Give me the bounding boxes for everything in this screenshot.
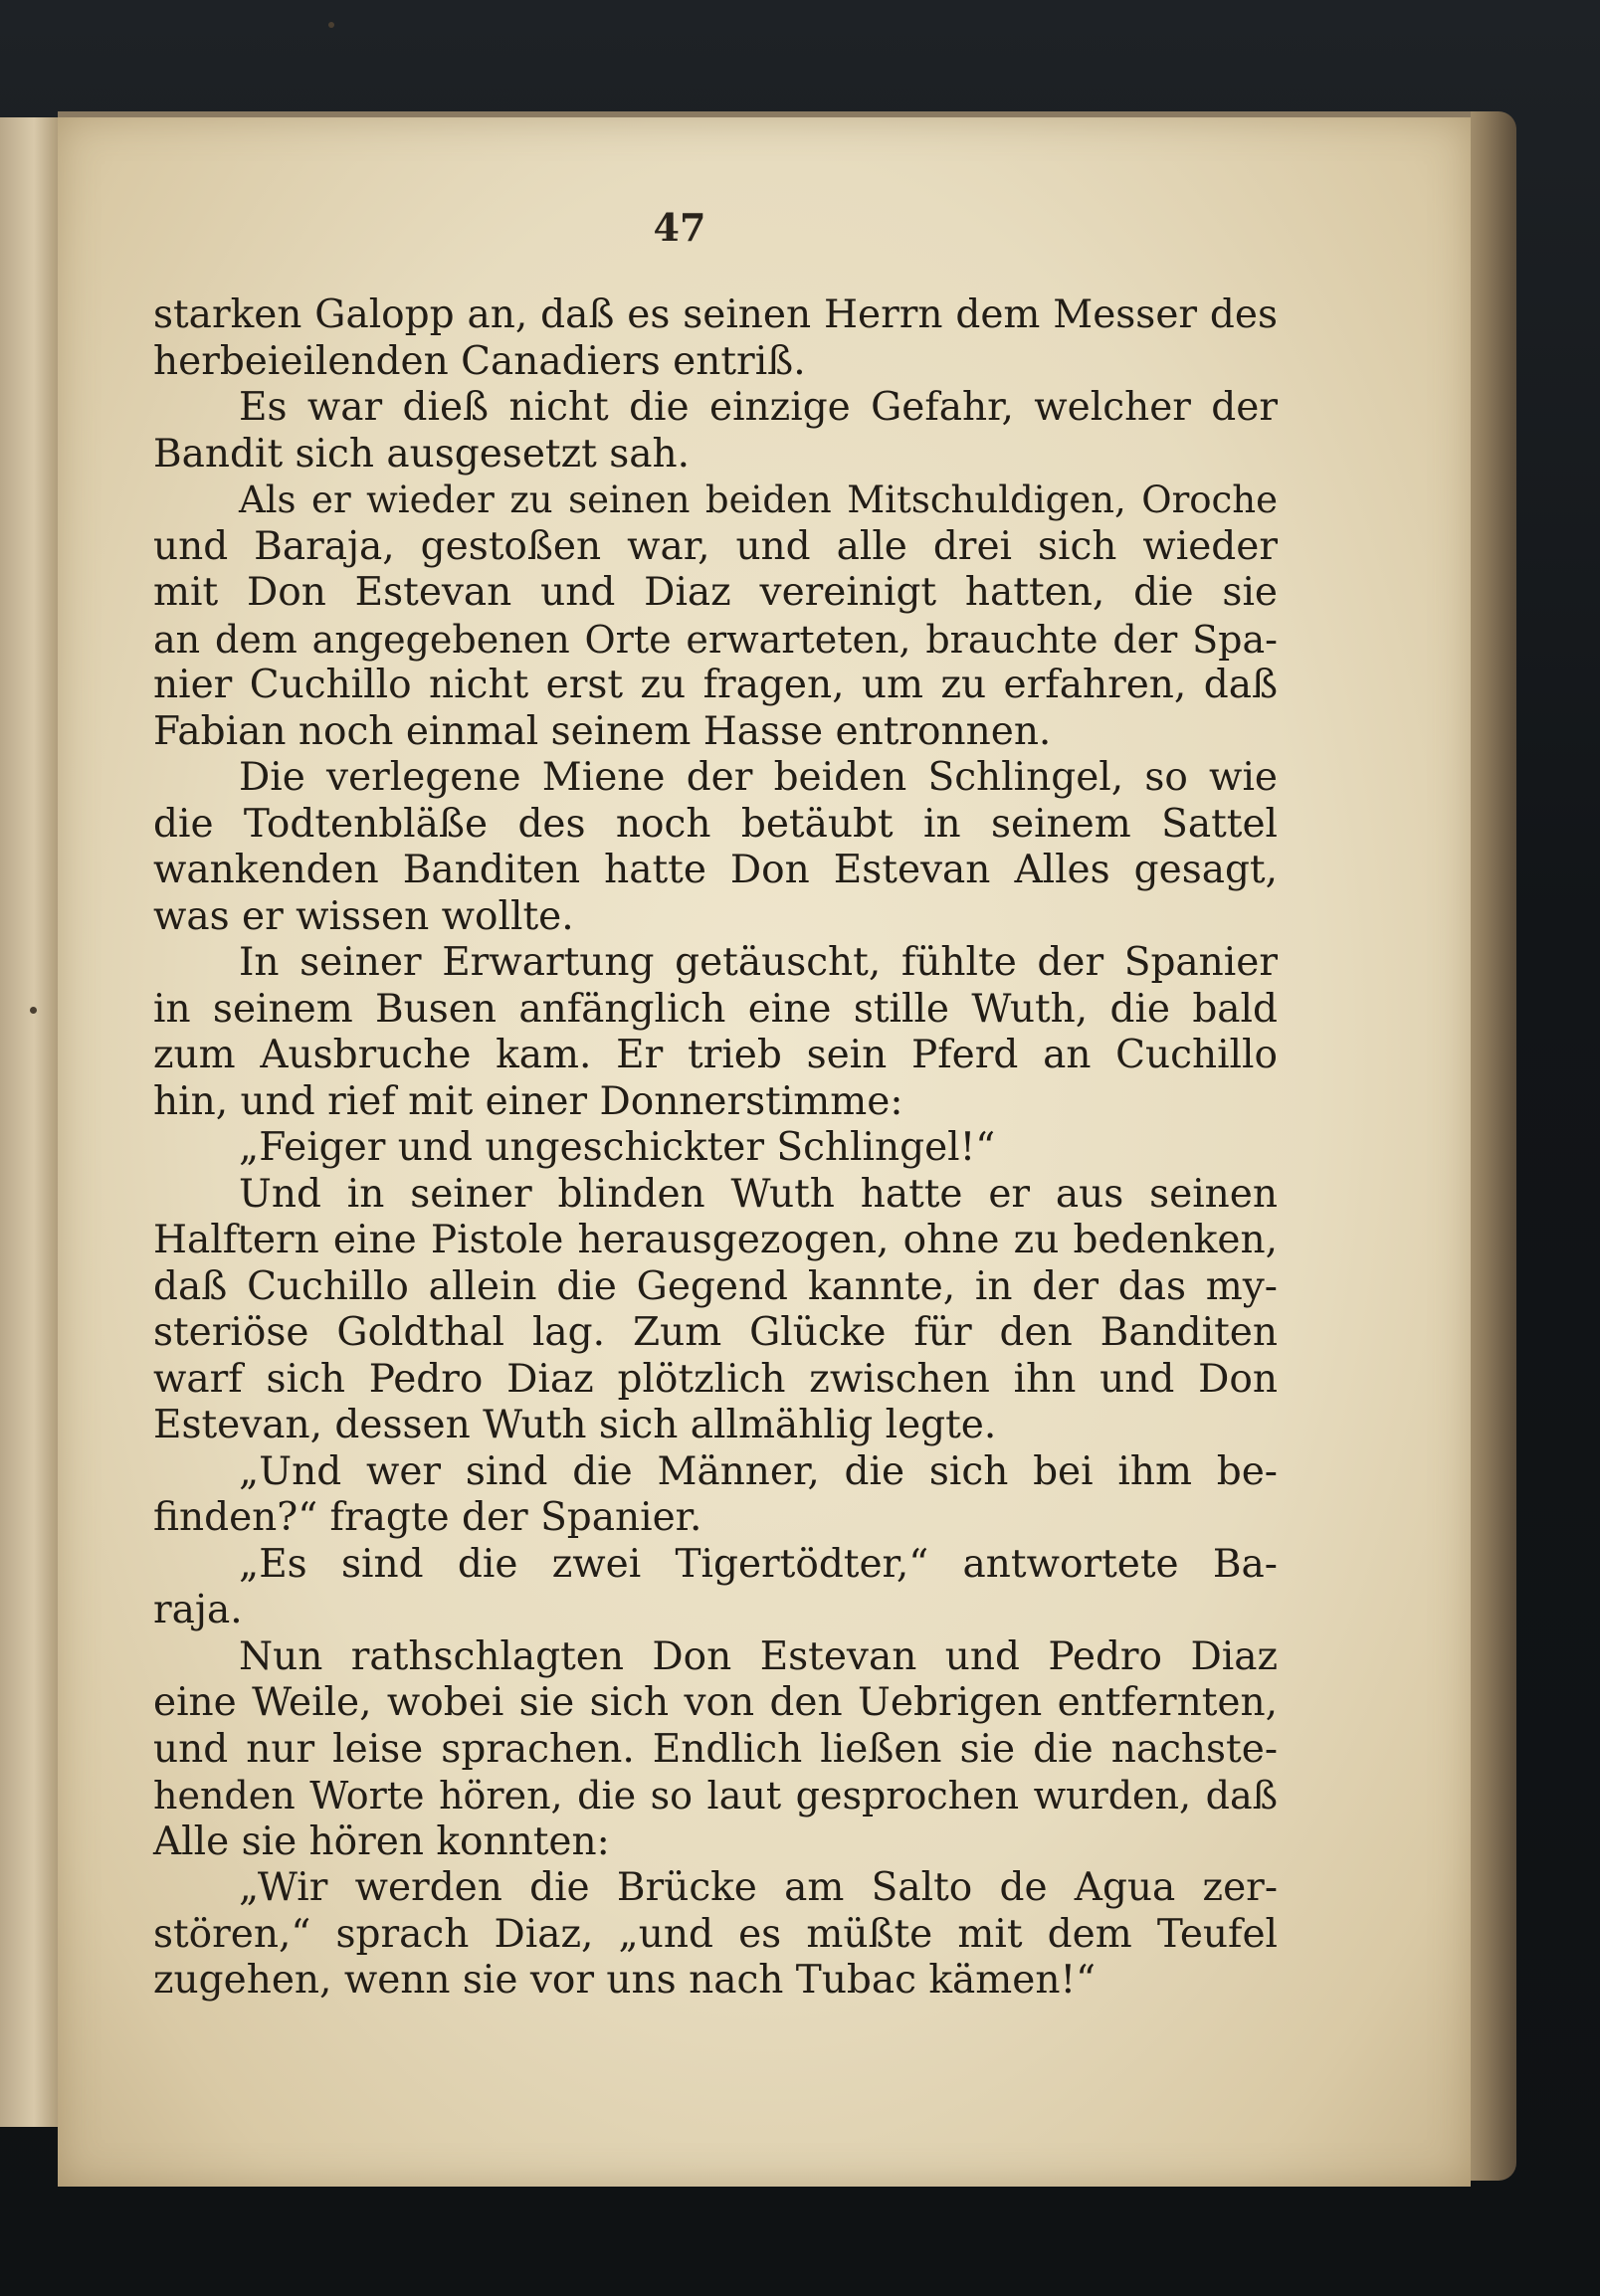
text-line: nier Cuchillo nicht erst zu fragen, um zu erfahren, daß xyxy=(153,663,1278,707)
text-line: herbeieilenden Canadiers entriß. xyxy=(153,338,806,384)
body-text xyxy=(153,292,1278,2005)
page-number: 47 xyxy=(653,205,706,250)
text-line: hin, und rief mit einer Donnerstimme: xyxy=(153,1078,903,1124)
text-line: starken Galopp an, daß es seinen Herrn dem Messer des xyxy=(153,292,1278,337)
text-line: Nun rathschlagten Don Estevan und Pedro Diaz xyxy=(239,1633,1278,1679)
text-line: Als er wieder zu seinen beiden Mitschuldigen, Oroche xyxy=(239,478,1278,521)
text-line: was er wissen wollte. xyxy=(153,893,574,939)
margin-speck xyxy=(30,1007,37,1014)
text-line: Es war dieß nicht die einzige Gefahr, welcher der xyxy=(239,385,1278,430)
text-line: mit Don Estevan und Diaz vereinigt hatten, die sie xyxy=(153,570,1278,615)
text-line: stören,“ sprach Diaz, „und es müßte mit dem Teufel xyxy=(153,1911,1278,1957)
text-line: und Baraja, gestoßen war, und alle drei sich wieder xyxy=(153,523,1278,569)
text-line: Fabian noch einmal seinem Hasse entronnen. xyxy=(153,708,1052,754)
text-line: Bandit sich ausgesetzt sah. xyxy=(153,431,690,477)
text-line: finden?“ fragte der Spanier. xyxy=(153,1495,702,1540)
text-line: in seinem Busen anfänglich eine stille Wuth, die bald xyxy=(153,986,1278,1032)
text-line: Alle sie hören konnten: xyxy=(153,1818,610,1864)
text-line: „Es sind die zwei Tigertödter,“ antwortete Ba- xyxy=(239,1541,1278,1587)
text-line: Und in seiner blinden Wuth hatte er aus seinen xyxy=(239,1171,1278,1217)
text-line: „Wir werden die Brücke am Salto de Agua zer- xyxy=(239,1865,1278,1910)
text-line: Estevan, dessen Wuth sich allmählig legte. xyxy=(153,1403,997,1447)
text-line: die Todtenbläße des noch betäubt in seinem Sattel xyxy=(153,801,1278,847)
text-line: warf sich Pedro Diaz plötzlich zwischen ihn und Don xyxy=(153,1356,1278,1402)
text-line: steriöse Goldthal lag. Zum Glücke für den Banditen xyxy=(153,1310,1278,1355)
text-line: henden Worte hören, die so laut gesprochen wurden, daß xyxy=(153,1774,1278,1818)
text-line: „Feiger und ungeschickter Schlingel!“ xyxy=(239,1125,996,1170)
text-line: eine Weile, wobei sie sich von den Uebrigen entfernten, xyxy=(153,1680,1278,1725)
text-line: wankenden Banditen hatte Don Estevan Alles gesagt, xyxy=(153,848,1278,892)
text-line: Halftern eine Pistole herausgezogen, ohne zu bedenken, xyxy=(153,1218,1278,1262)
text-line: zum Ausbruche kam. Er trieb sein Pferd an Cuchillo xyxy=(153,1033,1278,1077)
text-line: raja. xyxy=(153,1588,243,1632)
facing-page-edge xyxy=(0,117,64,2127)
text-line: daß Cuchillo allein die Gegend kannte, in der das my- xyxy=(153,1263,1278,1309)
text-line: „Und wer sind die Männer, die sich bei ihm be- xyxy=(239,1448,1278,1494)
margin-speck xyxy=(328,22,334,28)
text-line: zugehen, wenn sie vor uns nach Tubac kämen!“ xyxy=(153,1958,1097,2003)
book-page xyxy=(58,111,1471,2187)
text-line: In seiner Erwartung getäuscht, fühlte der Spanier xyxy=(239,940,1278,985)
text-line: Die verlegene Miene der beiden Schlingel, so wie xyxy=(239,755,1278,800)
text-line: und nur leise sprachen. Endlich ließen sie die nachste- xyxy=(153,1726,1278,1772)
text-line: an dem angegebenen Orte erwarteten, brauchte der Spa- xyxy=(153,617,1278,662)
